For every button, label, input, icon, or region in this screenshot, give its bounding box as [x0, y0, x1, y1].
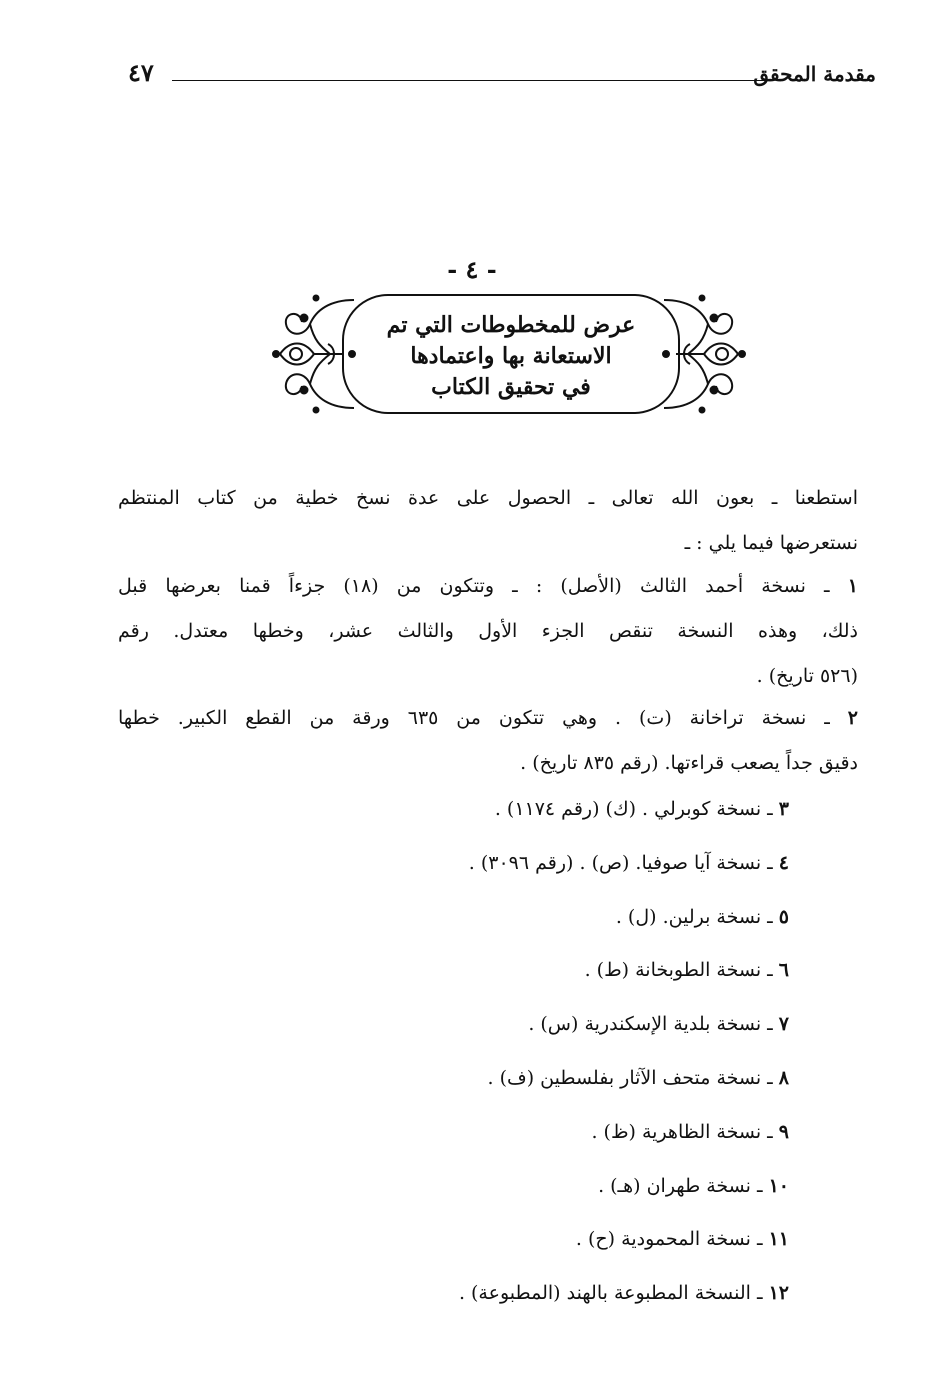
- chapter-number: - ٤ -: [447, 255, 497, 284]
- item-2-line-2: دقيق جداً يصعب قراءتها. (رقم ٨٣٥ تاريخ) .: [520, 752, 858, 774]
- item-1-text-1: ـ نسخة أحمد الثالث (الأصل) : ـ وتتكون من (١٨) جزءاً قمنا بعرضها قبل: [118, 575, 830, 597]
- list-item-number: ١٠: [768, 1174, 789, 1197]
- list-item: [189, 1267, 789, 1321]
- list-item-number: ٦: [778, 959, 789, 982]
- header-rule: [172, 80, 764, 81]
- running-header-title: مقدمة المحقق: [753, 62, 876, 86]
- list-item-number: ٩: [778, 1120, 789, 1143]
- list-item-text: ـ نسخة بلدية الإسكندرية (س) .: [528, 1013, 773, 1036]
- list-item-number: ٣: [778, 798, 789, 820]
- chapter-title-line-3: في تحقيق الكتاب: [431, 374, 591, 400]
- list-item-number: ٤: [778, 851, 789, 874]
- manuscript-item-1: [118, 564, 858, 699]
- list-item: [189, 998, 789, 1052]
- list-item: [189, 1052, 789, 1106]
- list-item: [189, 1106, 789, 1160]
- manuscript-item-2: [118, 696, 858, 786]
- intro-line-2: نستعرضها فيما يلي : ـ: [684, 532, 858, 554]
- list-item: [189, 944, 789, 998]
- right-ornament-icon: [656, 290, 748, 418]
- item-2-number: ٢: [847, 707, 858, 729]
- item-1-line-3: (٥٢٦ تاريخ) .: [756, 665, 858, 687]
- running-header: [128, 58, 876, 98]
- manuscript-list: [189, 783, 789, 1321]
- list-item-number: ١٢: [768, 1282, 789, 1305]
- list-item-number: ٥: [778, 905, 789, 928]
- list-item: [189, 891, 789, 945]
- chapter-title-box: [342, 294, 680, 414]
- item-1-number: ١: [847, 575, 858, 597]
- list-item-text: ـ نسخة الطوبخانة (ط) .: [584, 959, 773, 982]
- list-item-text: ـ نسخة برلين. (ل) .: [615, 905, 773, 928]
- intro-paragraph: [118, 476, 858, 566]
- item-2-text-1: ـ نسخة تراخانة (ت) . وهي تتكون من ٦٣٥ ورقة من القطع الكبير. خطها: [118, 707, 830, 729]
- list-item-text: ـ نسخة الظاهرية (ظ) .: [591, 1120, 773, 1143]
- list-item-number: ١١: [768, 1228, 789, 1251]
- item-1-line-2: ذلك، وهذه النسخة تنقص الجزء الأول والثالث عشر، وخطها معتدل. رقم: [118, 620, 858, 642]
- list-item-text: ـ النسخة المطبوعة بالهند (المطبوعة) .: [458, 1282, 763, 1305]
- list-item: [189, 837, 789, 891]
- item-2-line-1: [118, 696, 858, 741]
- intro-line-1: استطعنا ـ بعون الله تعالى ـ الحصول على عدة نسخ خطية من كتاب المنتظم: [118, 487, 858, 509]
- list-item-text: ـ نسخة المحمودية (ح) .: [575, 1228, 763, 1251]
- list-item-text: ـ نسخة طهران (هـ) .: [598, 1174, 763, 1197]
- item-1-line-1: [118, 564, 858, 609]
- list-item: [189, 783, 789, 837]
- chapter-title-frame: [270, 290, 748, 418]
- list-item: [189, 1160, 789, 1214]
- list-item-text: ـ نسخة كوبرلي . (ك) (رقم ١١٧٤) .: [494, 798, 773, 820]
- chapter-title-line-2: الاستعانة بها واعتمادها: [410, 343, 612, 369]
- page-number: ٤٧: [128, 58, 154, 87]
- list-item-number: ٧: [778, 1013, 789, 1036]
- chapter-title-line-1: عرض للمخطوطات التي تم: [386, 312, 636, 338]
- list-item-text: ـ نسخة آيا صوفيا. (ص) . (رقم ٣٠٩٦) .: [468, 851, 773, 874]
- list-item-text: ـ نسخة متحف الآثار بفلسطين (ف) .: [487, 1066, 773, 1089]
- list-item-number: ٨: [778, 1066, 789, 1089]
- list-item: [189, 1213, 789, 1267]
